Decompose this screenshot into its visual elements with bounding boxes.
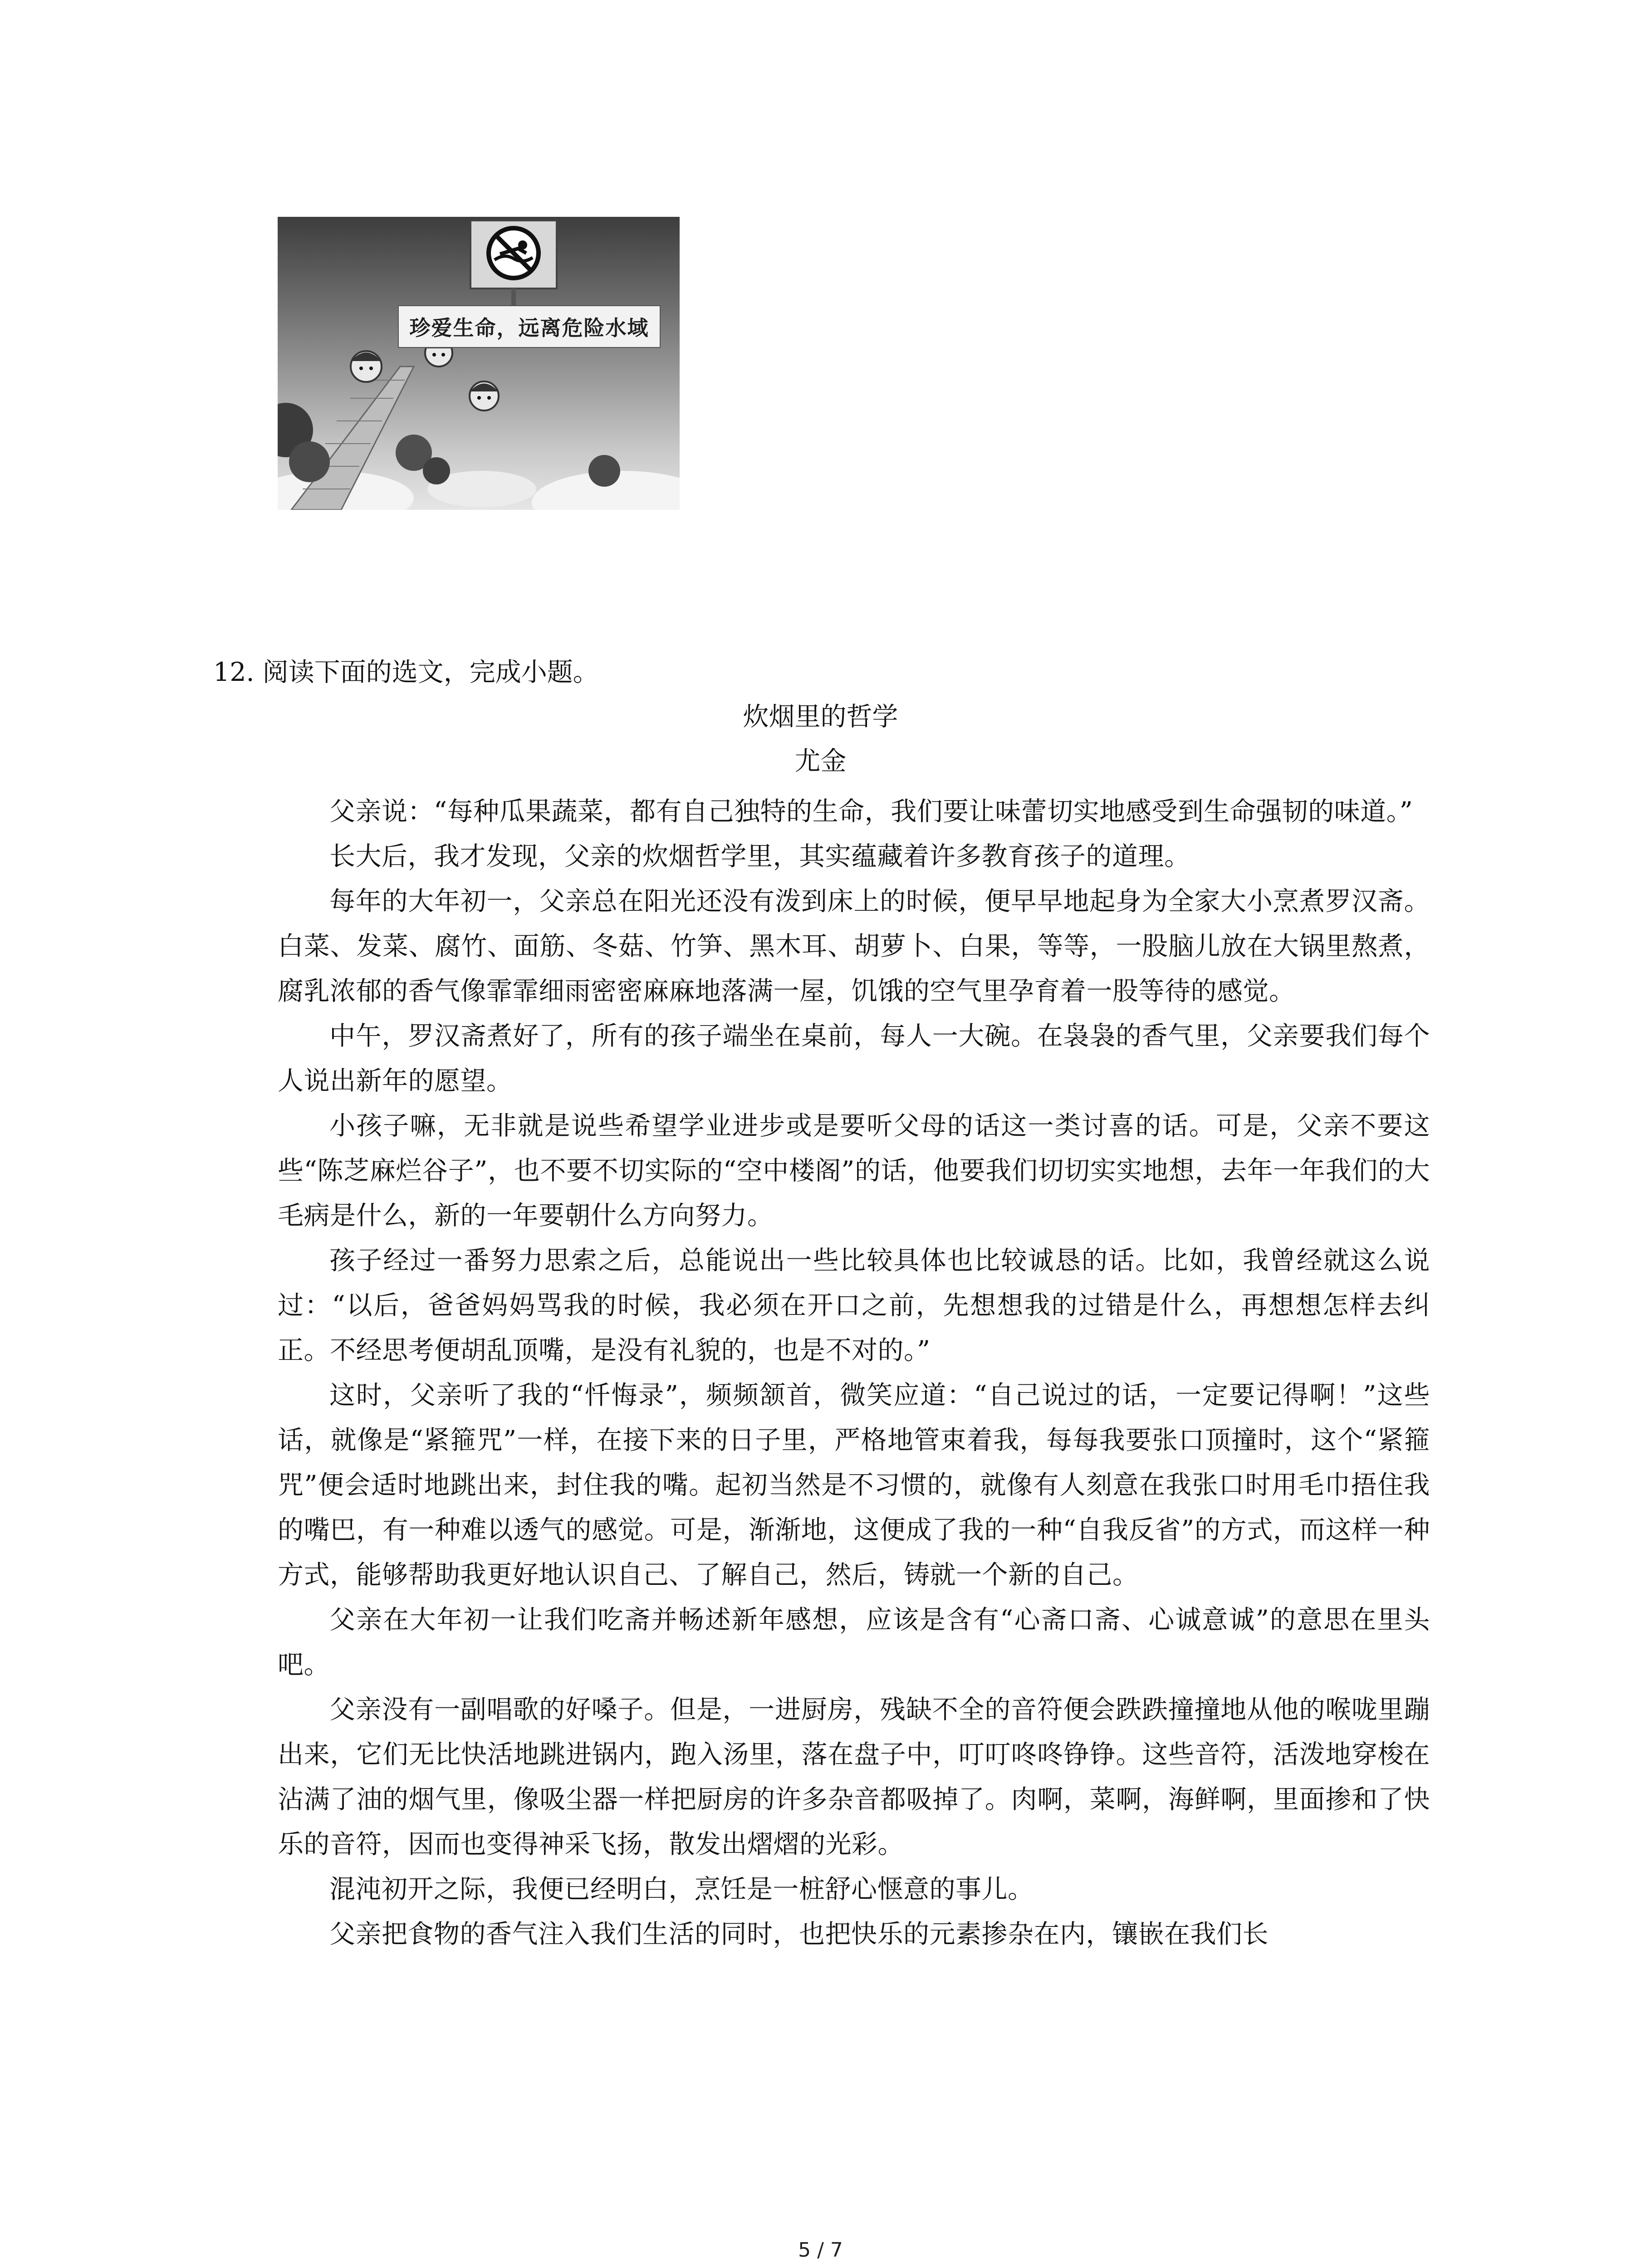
article-paragraph: 父亲说：“每种瓜果蔬菜，都有自己独特的生命，我们要让味蕾切实地感受到生命强韧的味道。” bbox=[329, 797, 1413, 826]
article-paragraph: 这时，父亲听了我的“忏悔录”，频频颔首，微笑应道：“自己说过的话，一定要记得啊！”这些话，就像是“紧箍咒”一样，在接下来的日子里，严格地管束着我，每每我要张口顶撞时，这个“紧箍咒”便会适时地跳出来，封住我的嘴。起初当然是不习惯的，就像有人刻意在我张口时用毛巾捂住我的嘴巴，有一种难以透气的感觉。可是，渐渐地，这便成了我的一种“自我反省”的方式，而这样一种方式，能够帮助我更好地认识自己、了解自己，然后，铸就一个新的自己。 bbox=[278, 1380, 1430, 1590]
safety-poster-image bbox=[278, 217, 680, 510]
question-number: 12. bbox=[213, 657, 255, 687]
page-number: 5 / 7 bbox=[798, 2239, 843, 2262]
no-swimming-icon bbox=[489, 228, 539, 278]
poster-caption: 珍爱生命，远离危险水域 bbox=[398, 305, 661, 348]
article-title: 炊烟里的哲学 bbox=[743, 702, 898, 732]
article-paragraph: 每年的大年初一，父亲总在阳光还没有泼到床上的时候，便早早地起身为全家大小烹煮罗汉斋。白菜、发菜、腐竹、面筋、冬菇、竹笋、黑木耳、胡萝卜、白果，等等，一股脑儿放在大锅里熬煮，腐乳浓郁的香气像霏霏细雨密密麻麻地落满一屋，饥饿的空气里孕育着一股等待的感觉。 bbox=[278, 886, 1430, 1006]
article-paragraph: 孩子经过一番努力思索之后，总能说出一些比较具体也比较诚恳的话。比如，我曾经就这么说过：“以后，爸爸妈妈骂我的时候，我必须在开口之前，先想想我的过错是什么，再想想怎样去纠正。不经思考便胡乱顶嘴，是没有礼貌的，也是不对的。” bbox=[278, 1246, 1430, 1365]
article-paragraph: 长大后，我才发现，父亲的炊烟哲学里，其实蕴藏着许多教育孩子的道理。 bbox=[329, 841, 1190, 871]
article-paragraph: 小孩子嘛，无非就是说些希望学业进步或是要听父母的话这一类讨喜的话。可是，父亲不要这些“陈芝麻烂谷子”，也不要不切实际的“空中楼阁”的话，他要我们切切实实地想，去年一年我们的大毛病是什么，新的一年要朝什么方向努力。 bbox=[278, 1111, 1430, 1231]
article-paragraph: 父亲没有一副唱歌的好嗓子。但是，一进厨房，残缺不全的音符便会跌跌撞撞地从他的喉咙里蹦出来，它们无比快活地跳进锅内，跑入汤里，落在盘子中，叮叮咚咚铮铮。这些音符，活泼地穿梭在沾满了油的烟气里，像吸尘器一样把厨房的许多杂音都吸掉了。肉啊，菜啊，海鲜啊，里面掺和了快乐的音符，因而也变得神采飞扬，散发出熠熠的光彩。 bbox=[278, 1695, 1430, 1859]
article-paragraph: 混沌初开之际，我便已经明白，烹饪是一桩舒心惬意的事儿。 bbox=[329, 1874, 1034, 1904]
child-face-icon bbox=[351, 351, 382, 382]
article-paragraph: 父亲把食物的香气注入我们生活的同时，也把快乐的元素掺杂在内，镶嵌在我们长 bbox=[329, 1919, 1269, 1949]
question-header bbox=[213, 654, 599, 690]
article-author: 尤金 bbox=[794, 746, 847, 776]
article-paragraph: 中午，罗汉斋煮好了，所有的孩子端坐在桌前，每人一大碗。在袅袅的香气里，父亲要我们每个人说出新年的愿望。 bbox=[278, 1021, 1430, 1096]
child-face-icon bbox=[470, 381, 499, 411]
question-instruction: 阅读下面的选文，完成小题。 bbox=[262, 657, 599, 687]
poster-scene bbox=[278, 217, 680, 510]
article-paragraph: 父亲在大年初一让我们吃斋并畅述新年感想，应该是含有“心斋口斋、心诚意诚”的意思在里头吧。 bbox=[278, 1605, 1430, 1680]
article-body bbox=[278, 789, 1430, 1957]
